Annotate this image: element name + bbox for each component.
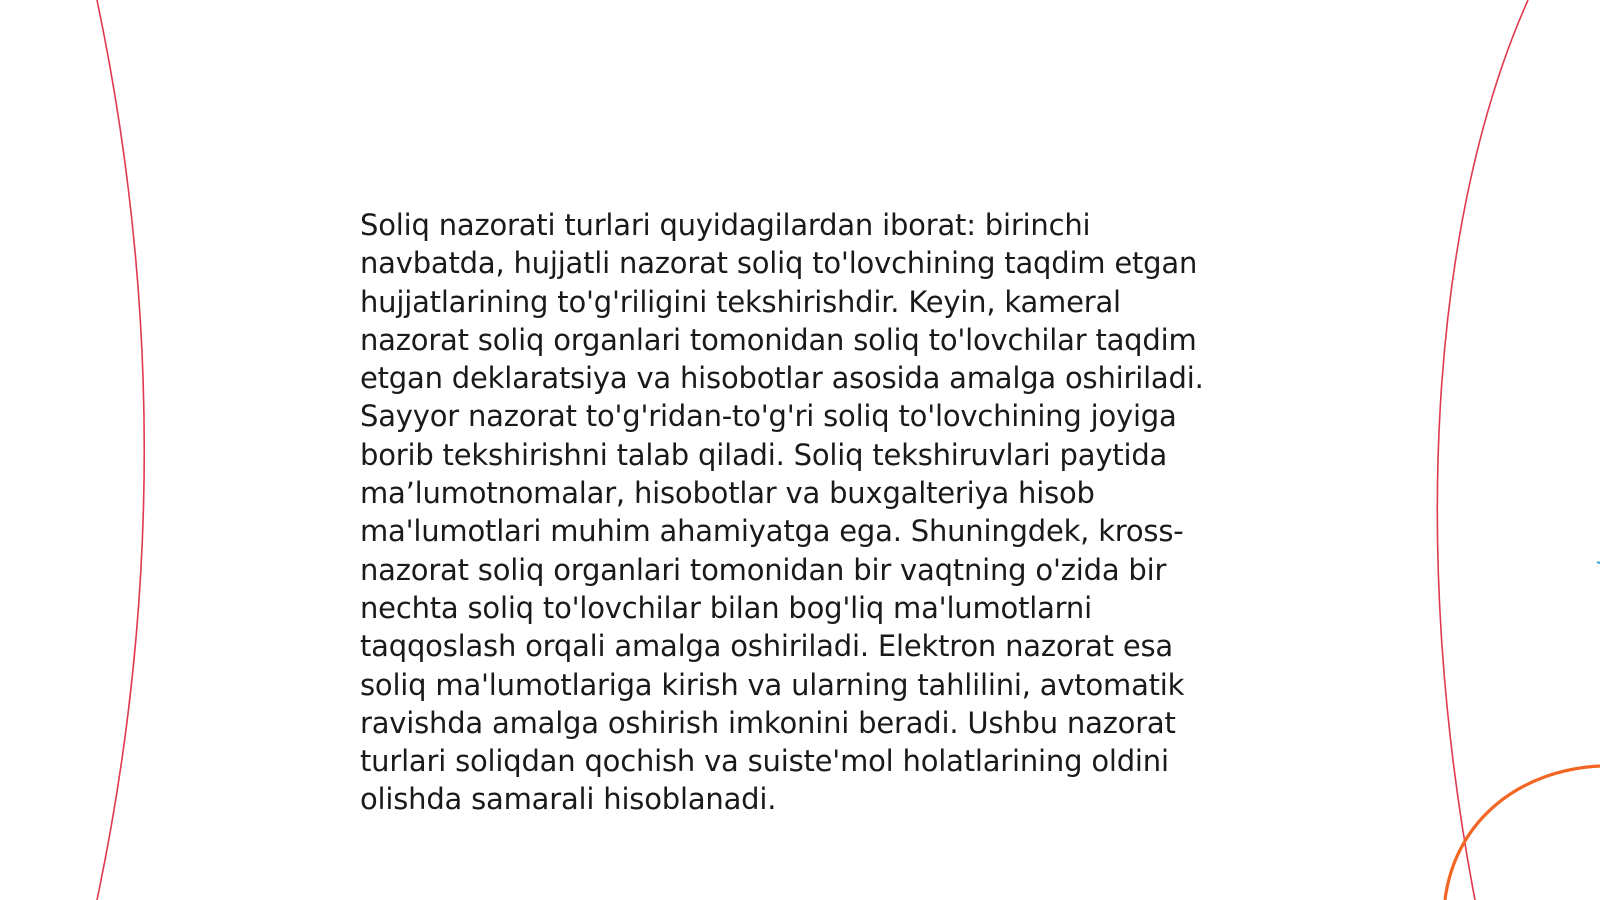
left-curve-line (97, 0, 144, 900)
orange-arc (1445, 766, 1600, 900)
right-curve-line (1437, 0, 1528, 900)
slide-body-text: Soliq nazorati turlari quyidagilardan iborat: birinchi navbatda, hujjatli nazorat soliq to'lovchining taqdim etgan hujjatlarining to'g'riligini tekshirishdir. Keyin, kameral nazorat soliq organlari tomonidan soliq to'lovchilar taqdim etgan deklaratsiya va hisobotlar asosida amalga oshiriladi. Sayyor nazorat to'g'ridan-to'g'ri soliq to'lovchining joyiga borib tekshirishni talab qiladi. Soliq tekshiruvlari paytida ma’lumotnomalar, hisobotlar va buxgalteriya hisob ma'lumotlari muhim ahamiyatga ega. Shuningdek, kross- nazorat soliq organlari tomonidan bir vaqtning o'zida bir nechta soliq to'lovchilar bilan bog'liq ma'lumotlarni taqqoslash orqali amalga oshiriladi. Elektron nazorat esa soliq ma'lumotlariga kirish va ularning tahlilini, avtomatik ravishda amalga oshirish imkonini beradi. Ushbu nazorat turlari soliqdan qochish va suiste'mol holatlarining oldini olishda samarali hisoblanadi. (360, 208, 1204, 817)
